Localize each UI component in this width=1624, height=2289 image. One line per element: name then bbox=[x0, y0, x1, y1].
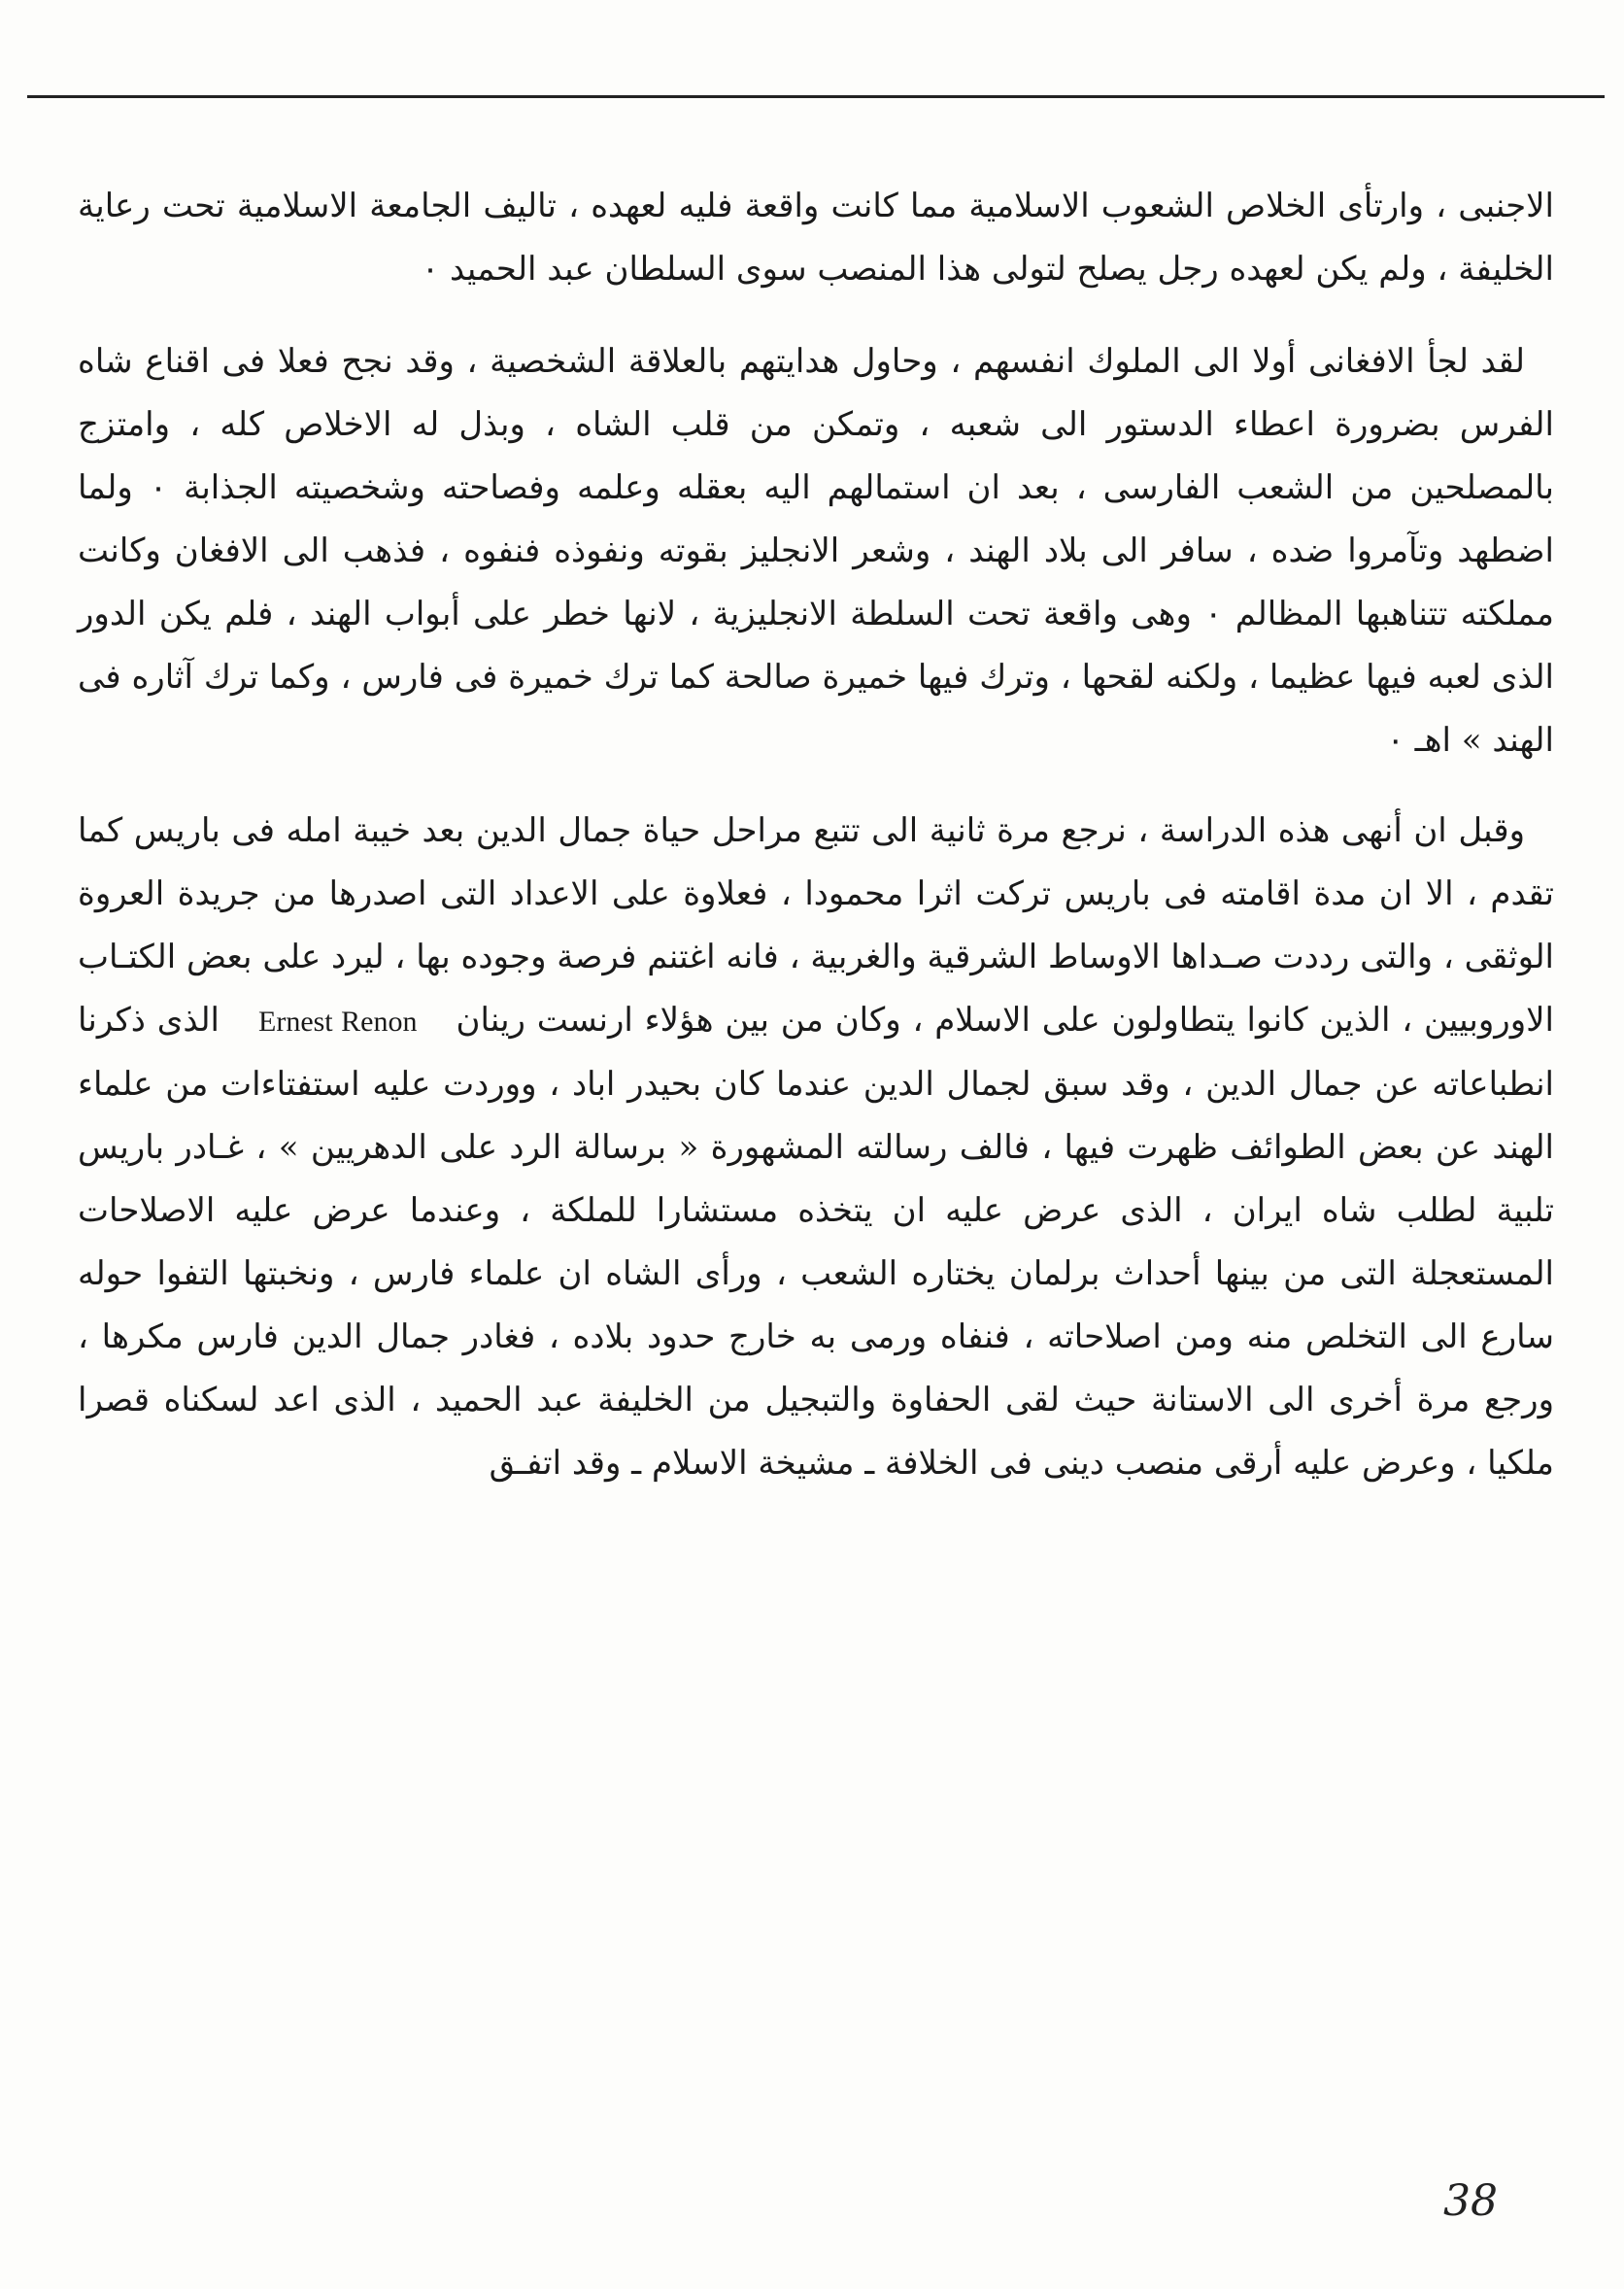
paragraph-text-part: وقبل ان أنهى هذه الدراسة ، نرجع مرة ثانية الى تتبع مراحل حياة جمال الدين بعد خيبة امله فى باريس كما تقدم ، الا ان مدة اقامته فى باريس تركت اثرا محمودا ، فعلاوة على الاعداد التى اصدرها من جريدة العروة الوثقى ، والتى رددت صـداها الاوساط الشرقية والغربية ، فانه اغتنم فرصة وجوده بها ، ليرد على بعض الكتـاب الاوروبيين ، الذين كانوا يتطاولون على الاسلام ، وكان من بين هؤلاء ارنست رينان bbox=[78, 811, 1554, 1040]
paragraph-text: الاجنبى ، وارتأى الخلاص الشعوب الاسلامية مما كانت واقعة فليه لعهده ، تاليف الجامعة الاسلامية تحت رعاية الخليفة ، ولم يكن لعهده رجل يصلح لتولى هذا المنصب سوى السلطان عبد الحميد ٠ bbox=[78, 187, 1554, 289]
page-number: 38 bbox=[1443, 2176, 1498, 2226]
paragraph bbox=[78, 175, 1554, 301]
paragraph-text-part: الذى ذكرنا انطباعاته عن جمال الدين ، وقد سبق لجمال الدين عندما كان بحيدر اباد ، ووردت عليه استفتاءات من علماء الهند عن بعض الطوائف ظهرت فيها ، فالف رسالته المشهورة « برسالة الرد على الدهريين » ، غـادر باريس تلبية لطلب شاه ايران ، الذى عرض عليه ان يتخذه مستشارا للملكة ، وعندما عرض عليه الاصلاحات المستعجلة التى من بينها أحداث برلمان يختاره الشعب ، ورأى الشاه ان علماء فارس ، ونخبتها التفوا حوله سارع الى التخلص منه ومن اصلاحاته ، فنفاه ورمى به خارج حدود بلاده ، فغادر جمال الدين فارس مكرها ، ورجع مرة أخرى الى الاستانة حيث لقى الحفاوة والتبجيل من الخليفة عبد الحميد ، الذى اعد لسكناه قصرا ملكيا ، وعرض عليه أرقى منصب دينى فى الخلافة ـ مشيخة الاسلام ـ وقد اتفـق bbox=[78, 1001, 1554, 1483]
paragraph-text bbox=[78, 800, 1554, 1495]
body-text bbox=[78, 175, 1554, 1495]
latin-name: Ernest Renon bbox=[258, 1006, 418, 1038]
header-rule bbox=[27, 95, 1605, 98]
paragraph bbox=[78, 800, 1554, 1495]
paragraph bbox=[78, 330, 1554, 772]
paragraph-text: لقد لجأ الافغانى أولا الى الملوك انفسهم ، وحاول هدايتهم بالعلاقة الشخصية ، وقد نجح فعلا فى اقناع شاه الفرس بضرورة اعطاء الدستور الى شعبه ، وتمكن من قلب الشاه ، وبذل له الاخلاص كله ، وامتزج بالمصلحين من الشعب الفارسى ، بعد ان استمالهم اليه بعقله وعلمه وفصاحته وشخصيته الجذابة ٠ ولما اضطهد وتآمروا ضده ، سافر الى بلاد الهند ، وشعر الانجليز بقوته ونفوذه فنفوه ، فذهب الى الافغان وكانت مملكته تتناهبها المظالم ٠ وهى واقعة تحت السلطة الانجليزية ، لانها خطر على أبواب الهند ، فلم يكن الدور الذى لعبه فيها عظيما ، ولكنه لقحها ، وترك فيها خميرة صالحة كما ترك خميرة فى فارس ، وكما ترك آثاره فى الهند » اهـ ٠ bbox=[78, 342, 1555, 760]
